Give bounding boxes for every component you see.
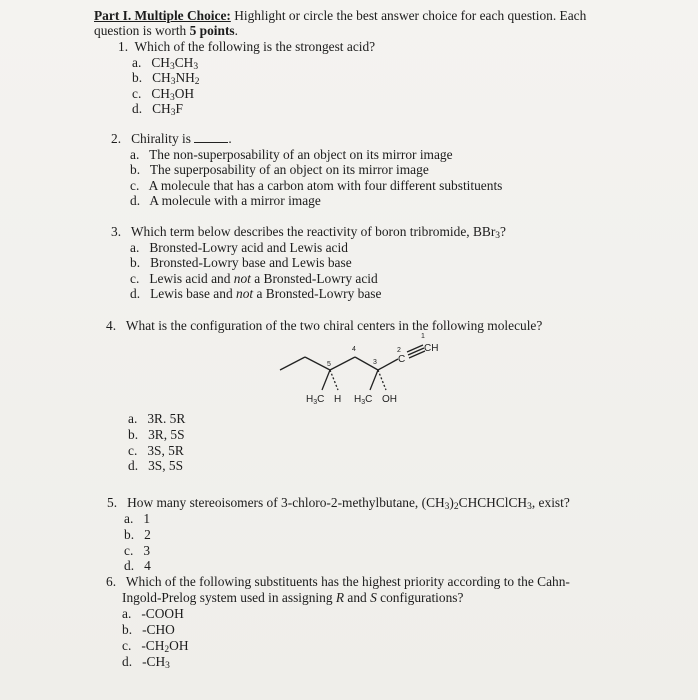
instructions: Highlight or circle the best answer choice for each question. Each: [230, 8, 587, 23]
dashed-bond: [378, 370, 386, 390]
dashed-bond: [330, 370, 338, 390]
label-oh: OH: [382, 394, 397, 405]
q3-option-b[interactable]: b. Bronsted-Lowry base and Lewis base: [130, 255, 352, 270]
answer-blank[interactable]: [194, 132, 228, 143]
q1-option-d[interactable]: d. $CH_3F$: [132, 101, 183, 118]
q6-option-c[interactable]: c. $-CH_2OH$: [122, 638, 189, 655]
triple-bond-2: [407, 345, 423, 352]
q4-option-c[interactable]: c. 3S, 5R: [128, 443, 184, 458]
q2-option-c[interactable]: c. A molecule that has a carbon atom with four different substituents: [130, 178, 503, 193]
question-1: 1. Which of the following is the strongest acid?: [118, 39, 376, 54]
q1-option-a[interactable]: a. $CH_3CH_3$: [132, 55, 199, 72]
bond: [370, 370, 378, 390]
q2-option-b[interactable]: b. The superposability of an object on its mirror image: [130, 162, 429, 177]
question-4: 4. What is the configuration of the two chiral centers in the following molecule?: [106, 318, 543, 333]
q5-option-d[interactable]: d. 4: [124, 558, 151, 573]
points-value: 5 points: [189, 23, 235, 38]
part-label: Part I. Multiple Choice:: [94, 8, 231, 23]
bond: [378, 359, 398, 370]
question-6-line-1: 6. Which of the following substituents has the highest priority according to the Cahn-: [106, 574, 570, 589]
q2-option-a[interactable]: a. The non-superposability of an object on its mirror image: [130, 147, 453, 162]
atom-number-5: 5: [327, 361, 331, 368]
q5-option-b[interactable]: b. 2: [124, 527, 151, 542]
header-line-2: question is worth 5 points.: [94, 23, 238, 38]
molecule-structure: [270, 330, 450, 410]
q5-option-a[interactable]: a. 1: [124, 511, 151, 526]
atom-number-2: 2: [397, 347, 401, 354]
label-h3c-left: $H_3C$: [306, 394, 325, 406]
q4-option-b[interactable]: b. 3R, 5S: [128, 427, 185, 442]
label-c: C: [398, 354, 406, 365]
q4-option-a[interactable]: a. 3R. 5R: [128, 411, 186, 426]
q5-option-c[interactable]: c. 3: [124, 543, 151, 558]
bond: [280, 357, 305, 370]
bond: [330, 357, 355, 370]
triple-bond-3: [409, 351, 425, 358]
q6-option-d[interactable]: d. $-CH_3$: [122, 654, 170, 671]
q1-option-c[interactable]: c. $CH_3OH$: [132, 86, 195, 103]
question-6-line-2: Ingold-Prelog system used in assigning R and S configurations?: [122, 590, 464, 605]
question-5: 5. How many stereoisomers of 3-chloro-2-methylbutane, $(CH_3)_2CHCHClCH_3$, exist?: [107, 495, 570, 512]
question-2: 2. Chirality is .: [111, 131, 232, 146]
label-h3c-right: $H_3C$: [354, 394, 373, 406]
q6-option-b[interactable]: b. -CHO: [122, 622, 175, 637]
label-h: H: [334, 394, 342, 405]
triple-bond-1: [408, 348, 424, 355]
atom-number-3: 3: [373, 359, 377, 366]
atom-number-4: 4: [352, 346, 356, 353]
label-ch: CH: [424, 343, 439, 354]
header-line-1: [94, 8, 586, 23]
bond: [322, 370, 330, 390]
question-3: 3. Which term below describes the reactivity of boron tribromide, BBr$_3$?: [111, 224, 506, 241]
q4-option-d[interactable]: d. 3S, 5S: [128, 458, 184, 473]
q2-option-d[interactable]: d. A molecule with a mirror image: [130, 193, 321, 208]
q3-option-d[interactable]: d. Lewis base and not a Bronsted-Lowry base: [130, 286, 382, 301]
atom-number-1: 1: [421, 333, 425, 340]
q3-option-a[interactable]: a. Bronsted-Lowry acid and Lewis acid: [130, 240, 348, 255]
q6-option-a[interactable]: a. -COOH: [122, 606, 184, 621]
q1-option-b[interactable]: b. $CH_3NH_2$: [132, 70, 200, 87]
q3-option-c[interactable]: c. Lewis acid and not a Bronsted-Lowry acid: [130, 271, 378, 286]
